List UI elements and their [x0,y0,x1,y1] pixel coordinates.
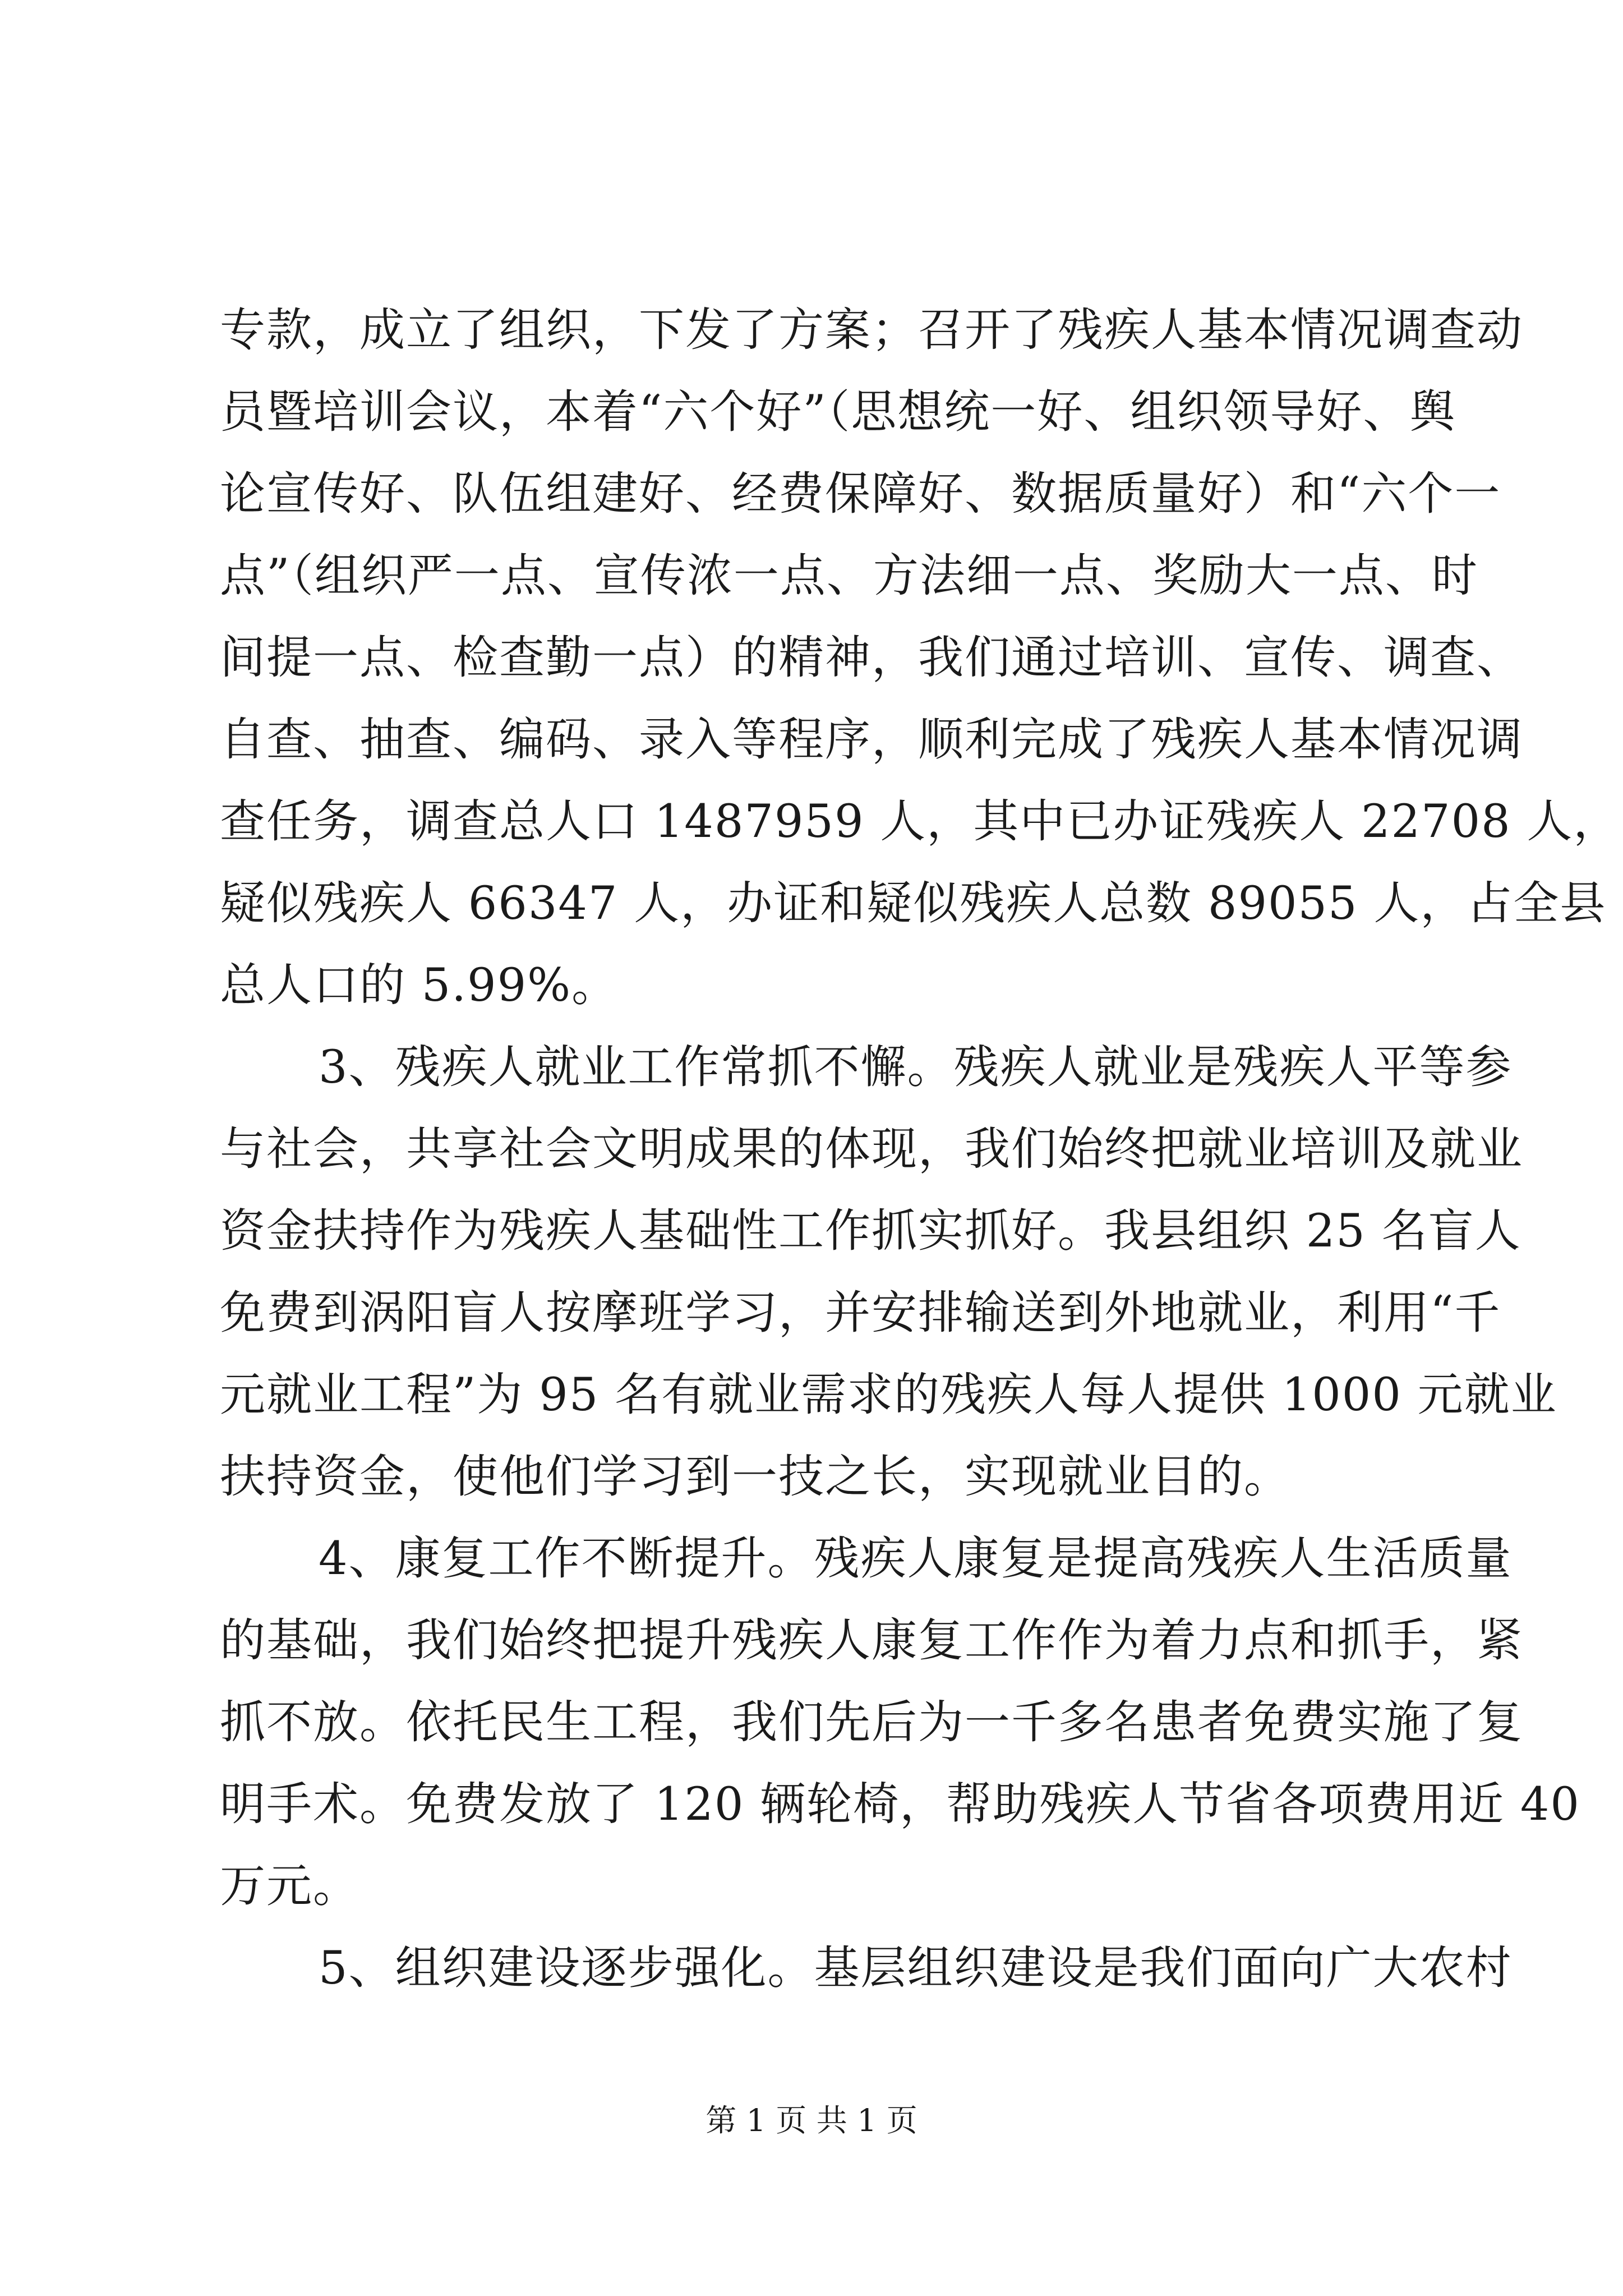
text-line: 明手术。免费发放了 120 辆轮椅，帮助残疾人节省各项费用近 40 [220,1778,1580,1831]
text-line: 资金扶持作为残疾人基础性工作抓实抓好。我县组织 25 名盲人 [220,1205,1521,1258]
paragraph-start-line: 5、组织建设逐步强化。基层组织建设是我们面向广大农村 [319,1942,1513,1995]
text-line: 元就业工程”为 95 名有就业需求的残疾人每人提供 1000 元就业 [220,1369,1557,1421]
text-line: 间提一点、检查勤一点）的精神，我们通过培训、宣传、调查、 [220,632,1524,684]
text-line: 扶持资金，使他们学习到一技之长，实现就业目的。 [220,1451,1291,1503]
text-line: 万元。 [220,1860,360,1913]
page-footer [0,2101,1623,2140]
text-line: 的基础，我们始终把提升残疾人康复工作作为着力点和抓手，紧 [220,1614,1524,1667]
text-line: 与社会，共享社会文明成果的体现，我们始终把就业培训及就业 [220,1123,1524,1176]
text-line: 查任务，调查总人口 1487959 人，其中已办证残疾人 22708 人， [220,795,1620,848]
text-line: 员暨培训会议，本着“六个好”（思想统一好、组织领导好、舆 [220,386,1456,439]
text-line: 抓不放。依托民生工程，我们先后为一千多名患者免费实施了复 [220,1696,1524,1749]
text-line: 免费到涡阳盲人按摩班学习，并安排输送到外地就业，利用“千 [220,1287,1501,1340]
paragraph-start-line: 4、康复工作不断提升。残疾人康复是提高残疾人生活质量 [319,1533,1513,1585]
text-line: 疑似残疾人 66347 人，办证和疑似残疾人总数 89055 人，占全县 [220,877,1607,930]
page-number-label: 第 1 页 共 1 页 [706,2102,917,2138]
document-body [220,289,1620,2009]
text-line: 总人口的 5.99%。 [220,959,619,1012]
text-line: 自查、抽查、编码、录入等程序，顺利完成了残疾人基本情况调 [220,714,1524,766]
text-line: 专款，成立了组织，下发了方案；召开了残疾人基本情况调查动 [220,304,1524,357]
text-line: 点”（组织严一点、宣传浓一点、方法细一点、奖励大一点、时 [220,550,1478,602]
text-line: 论宣传好、队伍组建好、经费保障好、数据质量好）和“六个一 [220,468,1501,521]
paragraph-start-line: 3、残疾人就业工作常抓不懈。残疾人就业是残疾人平等参 [319,1041,1513,1094]
